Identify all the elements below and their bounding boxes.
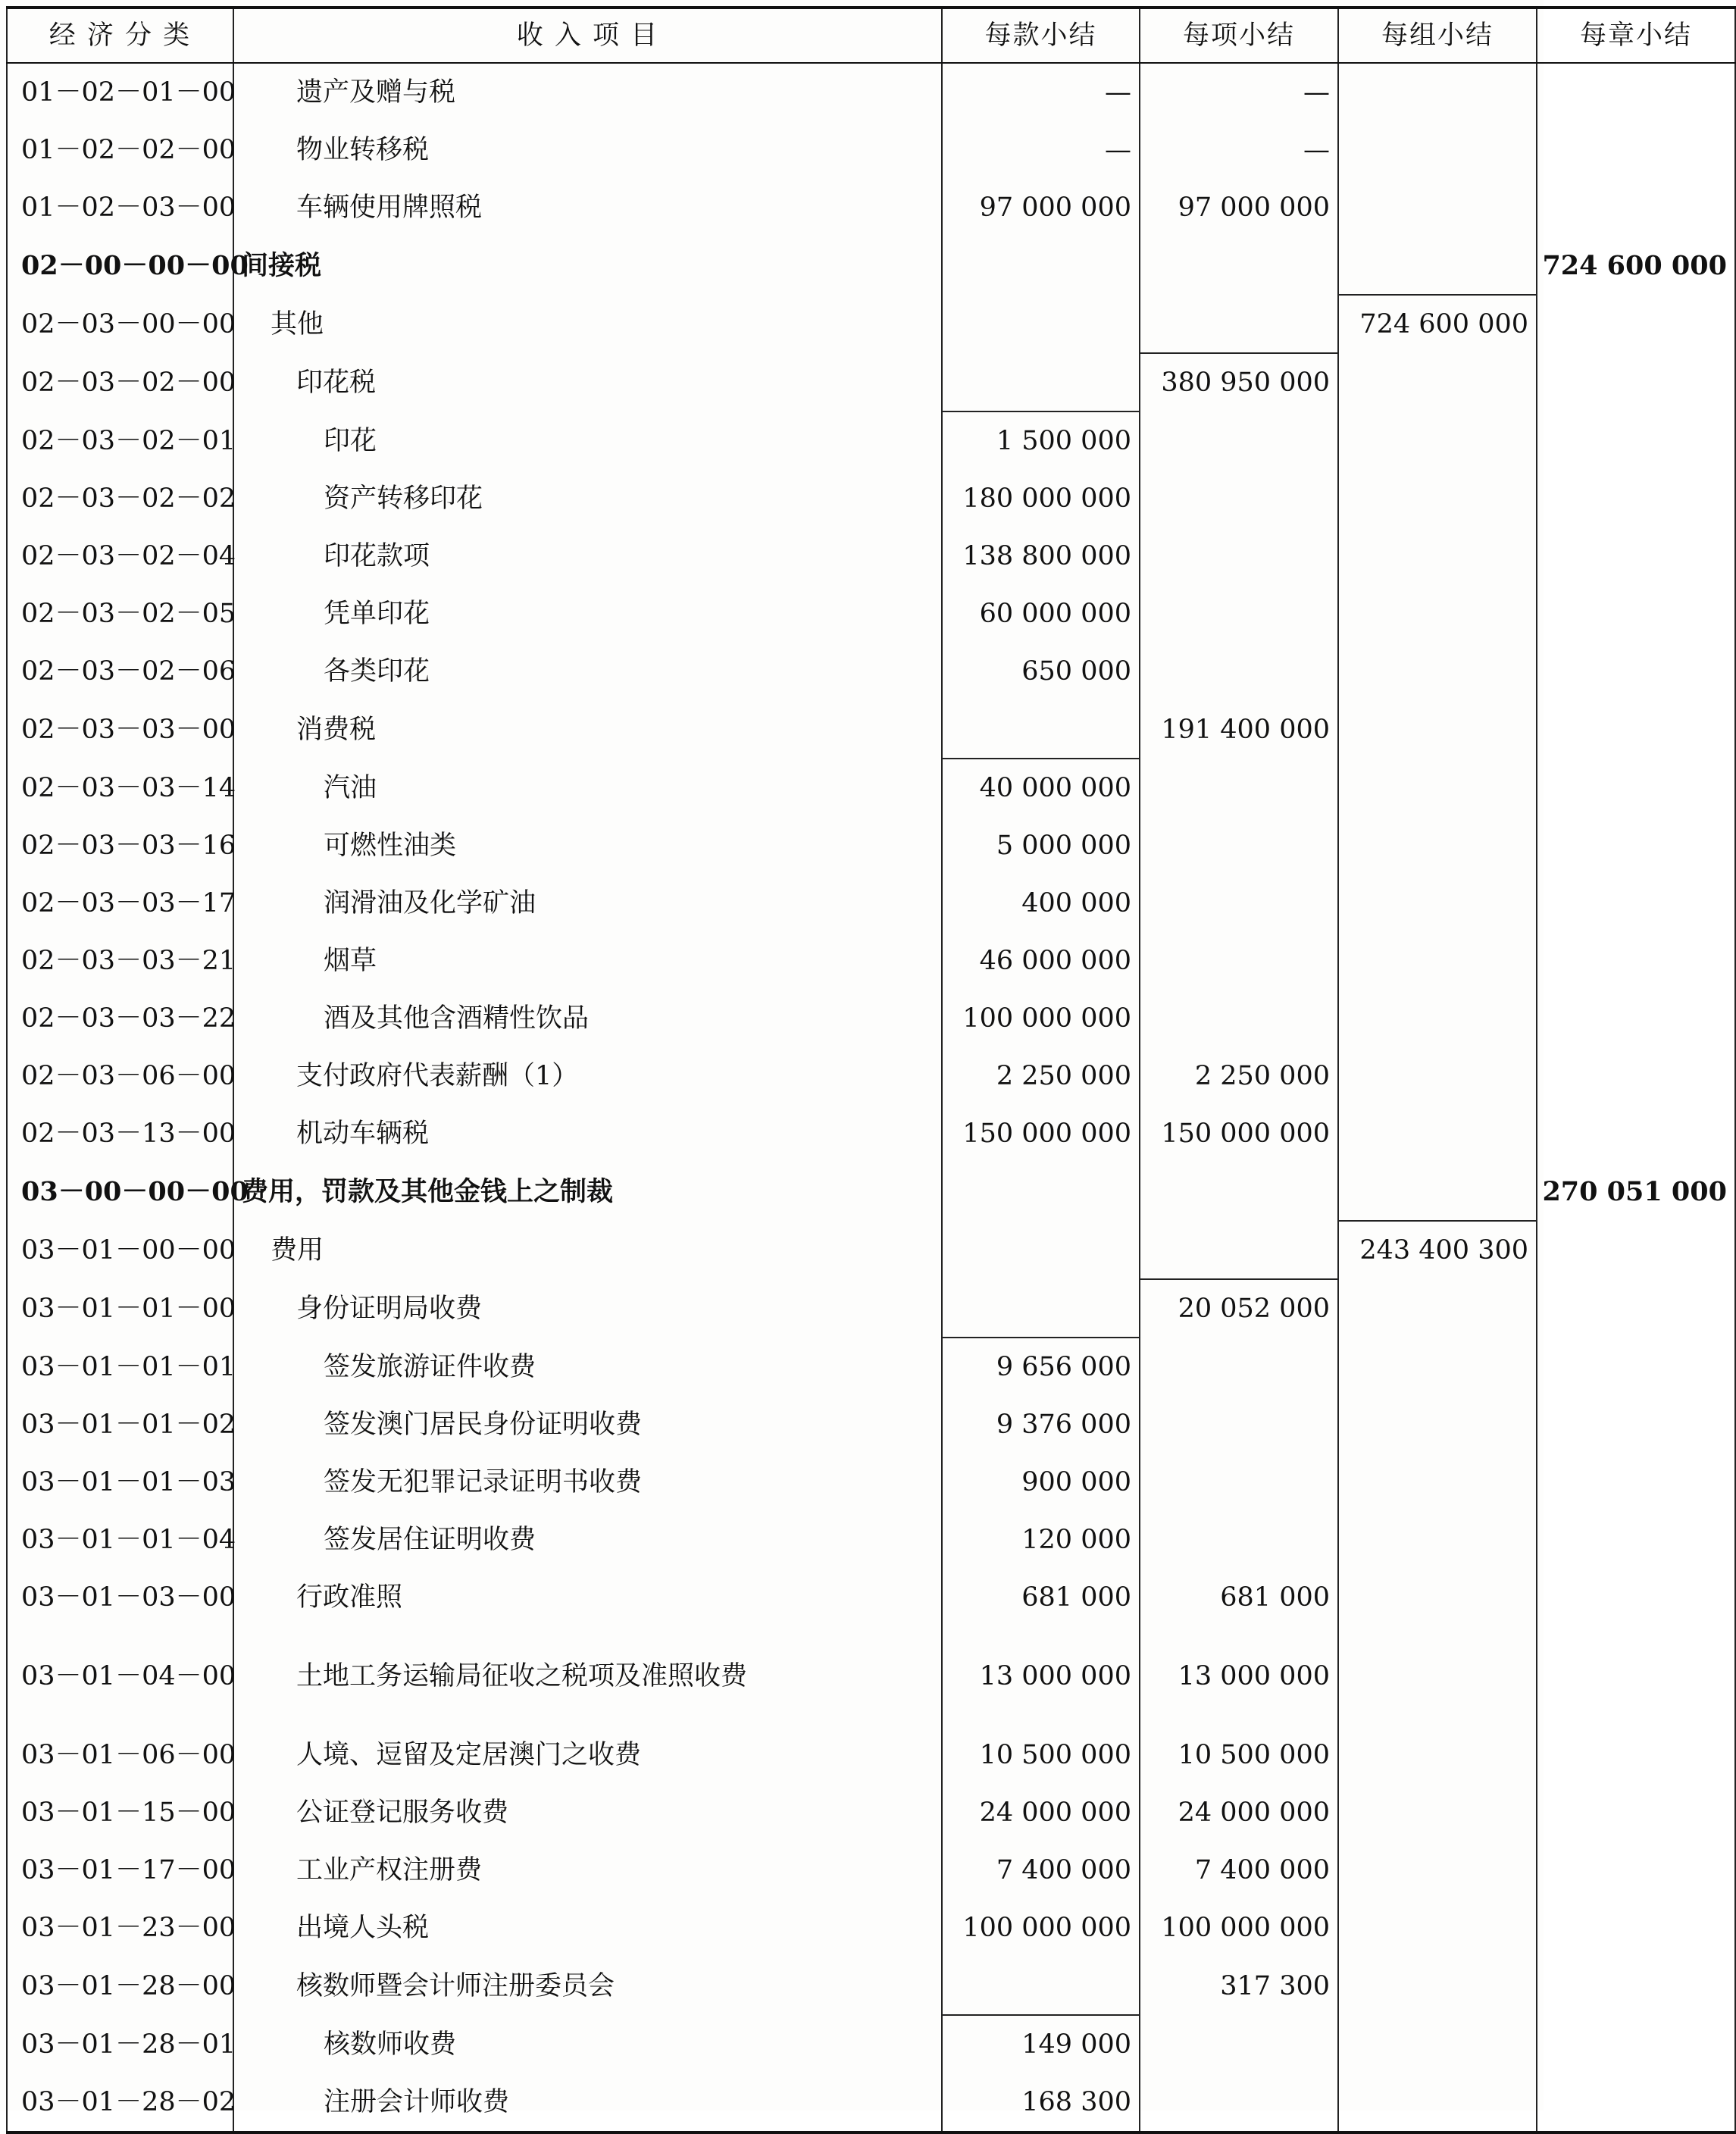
row-per-article: 9 656 000 (942, 1338, 1140, 1396)
row-per-group (1338, 236, 1537, 295)
row-item: 工业产权注册费 (233, 1841, 942, 1899)
table-row (7, 817, 1735, 875)
table-row (7, 990, 1735, 1047)
header-revenue-item: 收 入 项 目 (233, 8, 942, 63)
table-row (7, 643, 1735, 700)
row-per-item (1140, 295, 1338, 353)
row-per-group (1338, 527, 1537, 585)
row-per-group (1338, 1784, 1537, 1841)
row-per-chapter (1537, 179, 1735, 236)
row-per-chapter (1537, 1338, 1735, 1396)
row-per-group (1338, 932, 1537, 990)
row-per-group (1338, 2073, 1537, 2132)
row-per-article: 5 000 000 (942, 817, 1140, 875)
row-per-group (1338, 411, 1537, 470)
row-per-chapter (1537, 1726, 1735, 1784)
row-per-group (1338, 470, 1537, 527)
table-row (7, 295, 1735, 353)
row-item: 间接税 (233, 236, 942, 295)
row-per-chapter (1537, 585, 1735, 643)
row-per-article (942, 236, 1140, 295)
row-per-article: 10 500 000 (942, 1726, 1140, 1784)
row-code: 03－01－06－00 (7, 1726, 233, 1784)
table-row (7, 932, 1735, 990)
row-code: 02－03－06－00 (7, 1047, 233, 1105)
row-per-group (1338, 1957, 1537, 2015)
row-per-chapter (1537, 1899, 1735, 1957)
row-per-article: 100 000 000 (942, 990, 1140, 1047)
row-code: 02－03－02－00 (7, 353, 233, 411)
row-per-chapter (1537, 1957, 1735, 2015)
table-row (7, 1726, 1735, 1784)
row-per-group (1338, 1105, 1537, 1162)
row-per-chapter (1537, 1453, 1735, 1511)
table-row (7, 2073, 1735, 2132)
row-per-group (1338, 1511, 1537, 1569)
row-code: 02－03－03－21 (7, 932, 233, 990)
row-item: 酒及其他含酒精性饮品 (233, 990, 942, 1047)
row-item: 签发澳门居民身份证明收费 (233, 1396, 942, 1453)
row-item: 注册会计师收费 (233, 2073, 942, 2132)
row-per-chapter (1537, 121, 1735, 179)
row-per-article: 681 000 (942, 1569, 1140, 1626)
row-per-group (1338, 700, 1537, 759)
row-per-article: 13 000 000 (942, 1626, 1140, 1726)
row-per-group (1338, 63, 1537, 121)
row-per-item (1140, 470, 1338, 527)
table-row (7, 236, 1735, 295)
row-per-chapter (1537, 643, 1735, 700)
row-item: 签发居住证明收费 (233, 1511, 942, 1569)
row-code: 03－01－03－00 (7, 1569, 233, 1626)
row-code: 03－01－01－02 (7, 1396, 233, 1453)
row-per-item: 150 000 000 (1140, 1105, 1338, 1162)
row-per-item: 100 000 000 (1140, 1899, 1338, 1957)
row-per-article: 100 000 000 (942, 1899, 1140, 1957)
row-per-chapter (1537, 1047, 1735, 1105)
row-item: 资产转移印花 (233, 470, 942, 527)
row-per-article (942, 295, 1140, 353)
table-header-row (7, 8, 1735, 63)
row-item: 消费税 (233, 700, 942, 759)
row-per-chapter (1537, 875, 1735, 932)
row-code: 03－01－01－00 (7, 1279, 233, 1338)
row-per-article: 24 000 000 (942, 1784, 1140, 1841)
row-per-chapter (1537, 295, 1735, 353)
row-per-group (1338, 1626, 1537, 1726)
row-per-item: — (1140, 121, 1338, 179)
row-per-article: 1 500 000 (942, 411, 1140, 470)
table-row (7, 1338, 1735, 1396)
row-per-group (1338, 1047, 1537, 1105)
row-per-chapter (1537, 2073, 1735, 2132)
row-code: 02－03－02－01 (7, 411, 233, 470)
table-row (7, 1784, 1735, 1841)
row-per-item (1140, 2073, 1338, 2132)
row-item: 凭单印花 (233, 585, 942, 643)
row-per-item (1140, 875, 1338, 932)
row-code: 02－03－03－17 (7, 875, 233, 932)
row-per-article: 97 000 000 (942, 179, 1140, 236)
row-code: 02－03－00－00 (7, 295, 233, 353)
row-per-item: 97 000 000 (1140, 179, 1338, 236)
row-per-article: 180 000 000 (942, 470, 1140, 527)
row-item: 土地工务运输局征收之税项及准照收费 (233, 1626, 942, 1726)
header-per-article-subtotal: 每款小结 (942, 8, 1140, 63)
row-code: 03－01－28－01 (7, 2015, 233, 2073)
row-per-article (942, 353, 1140, 411)
row-per-article (942, 700, 1140, 759)
row-per-group: 243 400 300 (1338, 1221, 1537, 1279)
header-per-item-subtotal: 每项小结 (1140, 8, 1338, 63)
row-per-chapter (1537, 1105, 1735, 1162)
row-per-article: 7 400 000 (942, 1841, 1140, 1899)
row-item: 核数师收费 (233, 2015, 942, 2073)
row-per-chapter (1537, 353, 1735, 411)
row-per-group (1338, 990, 1537, 1047)
row-per-group (1338, 759, 1537, 817)
row-per-item: 380 950 000 (1140, 353, 1338, 411)
table-row (7, 759, 1735, 817)
row-code: 02－00－00－00 (7, 236, 233, 295)
row-item: 公证登记服务收费 (233, 1784, 942, 1841)
row-code: 02－03－13－00 (7, 1105, 233, 1162)
table-row (7, 1569, 1735, 1626)
row-per-chapter (1537, 700, 1735, 759)
row-per-chapter (1537, 817, 1735, 875)
header-per-chapter-subtotal: 每章小结 (1537, 8, 1735, 63)
row-item: 印花款项 (233, 527, 942, 585)
row-code: 02－03－03－00 (7, 700, 233, 759)
table-row (7, 353, 1735, 411)
row-per-article: 400 000 (942, 875, 1140, 932)
table-row (7, 470, 1735, 527)
row-code: 03－01－00－00 (7, 1221, 233, 1279)
row-per-article: 149 000 (942, 2015, 1140, 2073)
row-code: 01－02－01－00 (7, 63, 233, 121)
row-per-chapter (1537, 63, 1735, 121)
row-per-group (1338, 1569, 1537, 1626)
row-per-item (1140, 1162, 1338, 1221)
table-row (7, 1162, 1735, 1221)
header-economic-class: 经 济 分 类 (7, 8, 233, 63)
row-code: 03－00－00－00 (7, 1162, 233, 1221)
row-per-chapter (1537, 1511, 1735, 1569)
row-per-group (1338, 1338, 1537, 1396)
table-row (7, 1957, 1735, 2015)
row-per-article: 168 300 (942, 2073, 1140, 2132)
row-per-group (1338, 179, 1537, 236)
row-item: 各类印花 (233, 643, 942, 700)
row-per-item: 317 300 (1140, 1957, 1338, 2015)
row-per-chapter: 724 600 000 (1537, 236, 1735, 295)
table-row (7, 179, 1735, 236)
row-code: 01－02－02－00 (7, 121, 233, 179)
table-row (7, 1396, 1735, 1453)
row-item: 汽油 (233, 759, 942, 817)
row-per-item: 2 250 000 (1140, 1047, 1338, 1105)
row-per-chapter (1537, 759, 1735, 817)
row-code: 03－01－04－00 (7, 1626, 233, 1726)
row-item: 机动车辆税 (233, 1105, 942, 1162)
row-per-chapter (1537, 411, 1735, 470)
row-item: 行政准照 (233, 1569, 942, 1626)
row-code: 03－01－01－01 (7, 1338, 233, 1396)
row-per-group (1338, 1841, 1537, 1899)
row-code: 03－01－01－03 (7, 1453, 233, 1511)
row-per-article (942, 1162, 1140, 1221)
row-per-chapter (1537, 1626, 1735, 1726)
row-per-group (1338, 817, 1537, 875)
table-row (7, 121, 1735, 179)
row-item: 身份证明局收费 (233, 1279, 942, 1338)
table-body (7, 63, 1735, 2132)
row-per-article: 138 800 000 (942, 527, 1140, 585)
row-per-item (1140, 1453, 1338, 1511)
row-per-article: 2 250 000 (942, 1047, 1140, 1105)
row-per-item (1140, 1396, 1338, 1453)
row-per-item (1140, 1511, 1338, 1569)
table-row (7, 1626, 1735, 1726)
row-per-item: 24 000 000 (1140, 1784, 1338, 1841)
row-per-item: 13 000 000 (1140, 1626, 1338, 1726)
row-per-group (1338, 585, 1537, 643)
row-per-item: 191 400 000 (1140, 700, 1338, 759)
table-row (7, 1841, 1735, 1899)
table-row (7, 1899, 1735, 1957)
row-per-group (1338, 1453, 1537, 1511)
row-per-chapter (1537, 2015, 1735, 2073)
row-item: 出境人头税 (233, 1899, 942, 1957)
row-per-item (1140, 236, 1338, 295)
row-code: 02－03－02－06 (7, 643, 233, 700)
header-per-group-subtotal: 每组小结 (1338, 8, 1537, 63)
table-row (7, 1047, 1735, 1105)
row-item: 印花税 (233, 353, 942, 411)
row-code: 02－03－02－04 (7, 527, 233, 585)
row-item: 印花 (233, 411, 942, 470)
row-per-item (1140, 411, 1338, 470)
row-per-group (1338, 121, 1537, 179)
row-code: 03－01－15－00 (7, 1784, 233, 1841)
row-per-item (1140, 1338, 1338, 1396)
row-per-group (1338, 1396, 1537, 1453)
row-per-item (1140, 932, 1338, 990)
table-row (7, 1105, 1735, 1162)
table-row (7, 1453, 1735, 1511)
row-per-item: 10 500 000 (1140, 1726, 1338, 1784)
row-item: 车辆使用牌照税 (233, 179, 942, 236)
row-per-item (1140, 585, 1338, 643)
row-per-chapter (1537, 470, 1735, 527)
row-per-article: 900 000 (942, 1453, 1140, 1511)
row-per-item: 681 000 (1140, 1569, 1338, 1626)
revenue-table (6, 6, 1736, 2134)
row-per-chapter (1537, 932, 1735, 990)
row-item: 费用 (233, 1221, 942, 1279)
row-per-group (1338, 1726, 1537, 1784)
row-per-article (942, 1957, 1140, 2015)
row-per-article (942, 1279, 1140, 1338)
row-code: 03－01－28－00 (7, 1957, 233, 2015)
row-code: 01－02－03－00 (7, 179, 233, 236)
row-per-chapter (1537, 1279, 1735, 1338)
row-per-chapter (1537, 1784, 1735, 1841)
row-per-item (1140, 2015, 1338, 2073)
row-code: 02－03－03－14 (7, 759, 233, 817)
row-per-group (1338, 1279, 1537, 1338)
row-code: 02－03－02－05 (7, 585, 233, 643)
row-code: 03－01－17－00 (7, 1841, 233, 1899)
row-code: 03－01－23－00 (7, 1899, 233, 1957)
row-per-group (1338, 353, 1537, 411)
row-item: 费用，罚款及其他金钱上之制裁 (233, 1162, 942, 1221)
row-item: 遗产及赠与税 (233, 63, 942, 121)
table-row (7, 700, 1735, 759)
row-code: 02－03－02－02 (7, 470, 233, 527)
row-per-article: 650 000 (942, 643, 1140, 700)
row-per-group (1338, 1899, 1537, 1957)
row-per-article: 150 000 000 (942, 1105, 1140, 1162)
row-per-item: 7 400 000 (1140, 1841, 1338, 1899)
table-row (7, 63, 1735, 121)
table-row (7, 1511, 1735, 1569)
row-code: 02－03－03－22 (7, 990, 233, 1047)
row-per-group (1338, 2015, 1537, 2073)
row-per-article: 60 000 000 (942, 585, 1140, 643)
row-per-article: — (942, 63, 1140, 121)
row-item: 其他 (233, 295, 942, 353)
row-item: 签发旅游证件收费 (233, 1338, 942, 1396)
row-item: 烟草 (233, 932, 942, 990)
table-row (7, 2015, 1735, 2073)
row-code: 03－01－01－04 (7, 1511, 233, 1569)
row-per-group (1338, 875, 1537, 932)
row-per-chapter (1537, 1841, 1735, 1899)
row-per-item: — (1140, 63, 1338, 121)
row-item: 物业转移税 (233, 121, 942, 179)
row-per-item: 20 052 000 (1140, 1279, 1338, 1338)
row-per-chapter (1537, 1396, 1735, 1453)
table-row (7, 875, 1735, 932)
row-per-item (1140, 990, 1338, 1047)
row-per-article: 120 000 (942, 1511, 1140, 1569)
row-per-chapter (1537, 1221, 1735, 1279)
row-code: 02－03－03－16 (7, 817, 233, 875)
row-item: 可燃性油类 (233, 817, 942, 875)
row-per-item (1140, 817, 1338, 875)
row-per-article: — (942, 121, 1140, 179)
table-row (7, 1221, 1735, 1279)
table-row (7, 1279, 1735, 1338)
row-item: 签发无犯罪记录证明书收费 (233, 1453, 942, 1511)
table-row (7, 527, 1735, 585)
row-per-item (1140, 759, 1338, 817)
row-per-article (942, 1221, 1140, 1279)
row-per-group: 724 600 000 (1338, 295, 1537, 353)
row-per-group (1338, 643, 1537, 700)
row-item: 支付政府代表薪酬（1） (233, 1047, 942, 1105)
row-item: 核数师暨会计师注册委员会 (233, 1957, 942, 2015)
row-per-chapter (1537, 1569, 1735, 1626)
row-per-group (1338, 1162, 1537, 1221)
row-per-chapter (1537, 990, 1735, 1047)
row-per-article: 9 376 000 (942, 1396, 1140, 1453)
row-per-chapter: 270 051 000 (1537, 1162, 1735, 1221)
row-per-item (1140, 527, 1338, 585)
row-per-chapter (1537, 527, 1735, 585)
row-per-article: 40 000 000 (942, 759, 1140, 817)
row-per-article: 46 000 000 (942, 932, 1140, 990)
row-item: 人境、逗留及定居澳门之收费 (233, 1726, 942, 1784)
row-code: 03－01－28－02 (7, 2073, 233, 2132)
row-per-item (1140, 1221, 1338, 1279)
table-row (7, 411, 1735, 470)
table-row (7, 585, 1735, 643)
row-per-item (1140, 643, 1338, 700)
row-item: 润滑油及化学矿油 (233, 875, 942, 932)
